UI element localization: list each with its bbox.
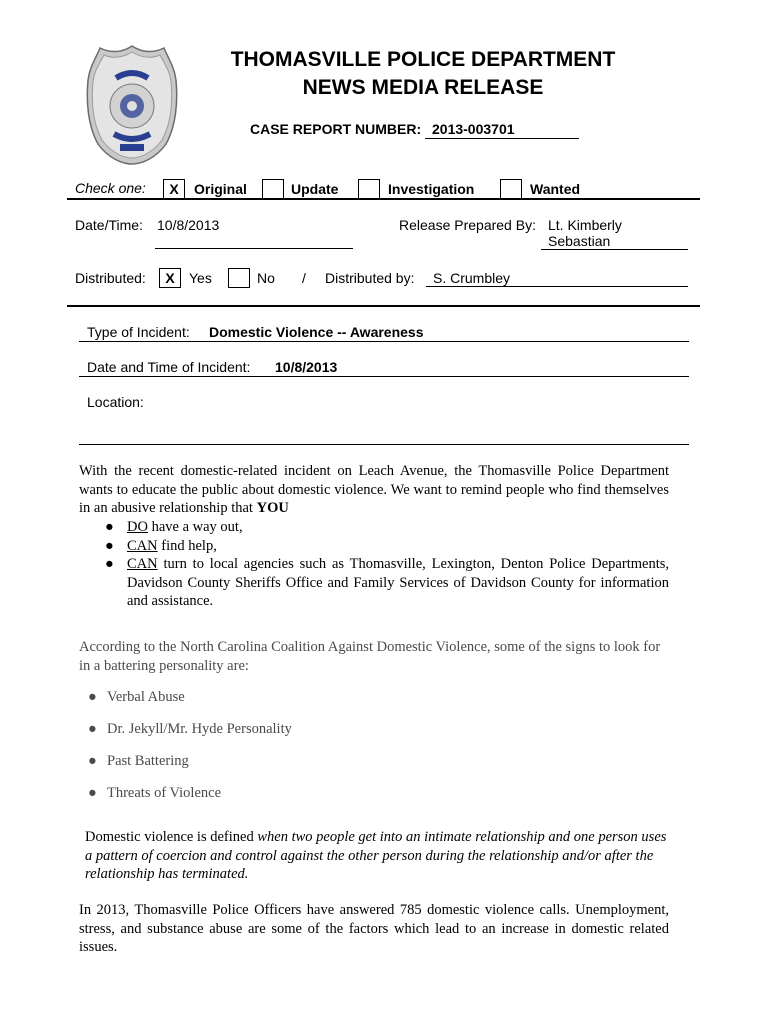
divider-top [67,198,700,200]
incident-type-underline [79,341,689,342]
definition-text: when two people get into an intimate relationship and one person uses a pattern of coercion and control against the other person during the relationship and/or after the relationship has terminated. [85,829,667,882]
wanted-option-label: Wanted [530,181,581,197]
distributed-no-checkbox[interactable] [228,268,250,288]
wanted-checkbox[interactable] [500,179,522,199]
incident-date-value: 10/8/2013 [275,359,338,375]
datetime-value: 10/8/2013 [157,217,220,233]
intro-emphasis: YOU [256,500,289,516]
definition-prefix: Domestic violence is defined [85,829,258,845]
divider-middle [67,305,700,307]
list-item: ● DO have a way out, [105,519,243,535]
list-item: ● CAN turn to local agencies such as Thomasville, Lexington, Denton Police Departments, Davidson County Sheriffs Office and Family Services of Davidson County for information and assistance. [105,556,669,609]
case-number-label: CASE REPORT NUMBER: [250,121,422,137]
update-checkbox[interactable] [262,179,284,199]
distributed-label: Distributed: [75,270,146,286]
page-title-line2: NEWS MEDIA RELEASE [302,76,544,99]
distributed-by-value: S. Crumbley [433,270,511,286]
original-option-label: Original [194,181,247,197]
prepared-by-label: Release Prepared By: [399,217,536,233]
police-badge-logo [86,44,178,166]
investigation-option-label: Investigation [388,181,475,197]
distributed-slash: / [302,270,306,286]
original-checkbox[interactable]: X [163,179,185,199]
incident-type-label: Type of Incident: [87,324,190,340]
list-item: ● CAN find help, [105,537,217,554]
action-bullet-list [79,518,669,611]
incident-date-label: Date and Time of Incident: [87,359,251,375]
distributed-no-label: No [257,270,275,286]
incident-date-underline [79,376,689,377]
distributed-yes-checkbox[interactable]: X [159,268,181,288]
distributed-by-underline [426,286,688,287]
case-number-value: 2013-003701 [432,121,515,137]
coalition-paragraph: According to the North Carolina Coalition Against Domestic Violence, some of the signs to look for in a battering personality are: [79,639,661,674]
prepared-by-line2: Sebastian [548,233,611,249]
distributed-yes-label: Yes [189,270,212,286]
definition-paragraph [85,828,669,884]
check-one-label: Check one: [75,180,146,196]
datetime-label: Date/Time: [75,217,143,233]
intro-text: With the recent domestic-related incident on Leach Avenue, the Thomasville Police Department wants to educate the public about domestic violence. We want to remind people who find themselves in an abusive relationship that [79,463,669,516]
location-label: Location: [87,394,144,410]
location-underline [79,444,689,445]
incident-type-value: Domestic Violence -- Awareness [209,324,424,340]
case-number-underline [425,138,579,139]
datetime-underline [155,248,353,249]
closing-paragraph: In 2013, Thomasville Police Officers have answered 785 domestic violence calls. Unemployment, stress, and substance abuse are some of the factors which lead to an increase in domestic related issues. [79,902,669,955]
investigation-checkbox[interactable] [358,179,380,199]
distributed-by-label: Distributed by: [325,270,415,286]
page-title-line1: THOMASVILLE POLICE DEPARTMENT [230,48,616,71]
update-option-label: Update [291,181,339,197]
prepared-by-underline [541,249,688,250]
intro-paragraph [79,462,669,518]
prepared-by-line1: Lt. Kimberly [548,217,622,233]
